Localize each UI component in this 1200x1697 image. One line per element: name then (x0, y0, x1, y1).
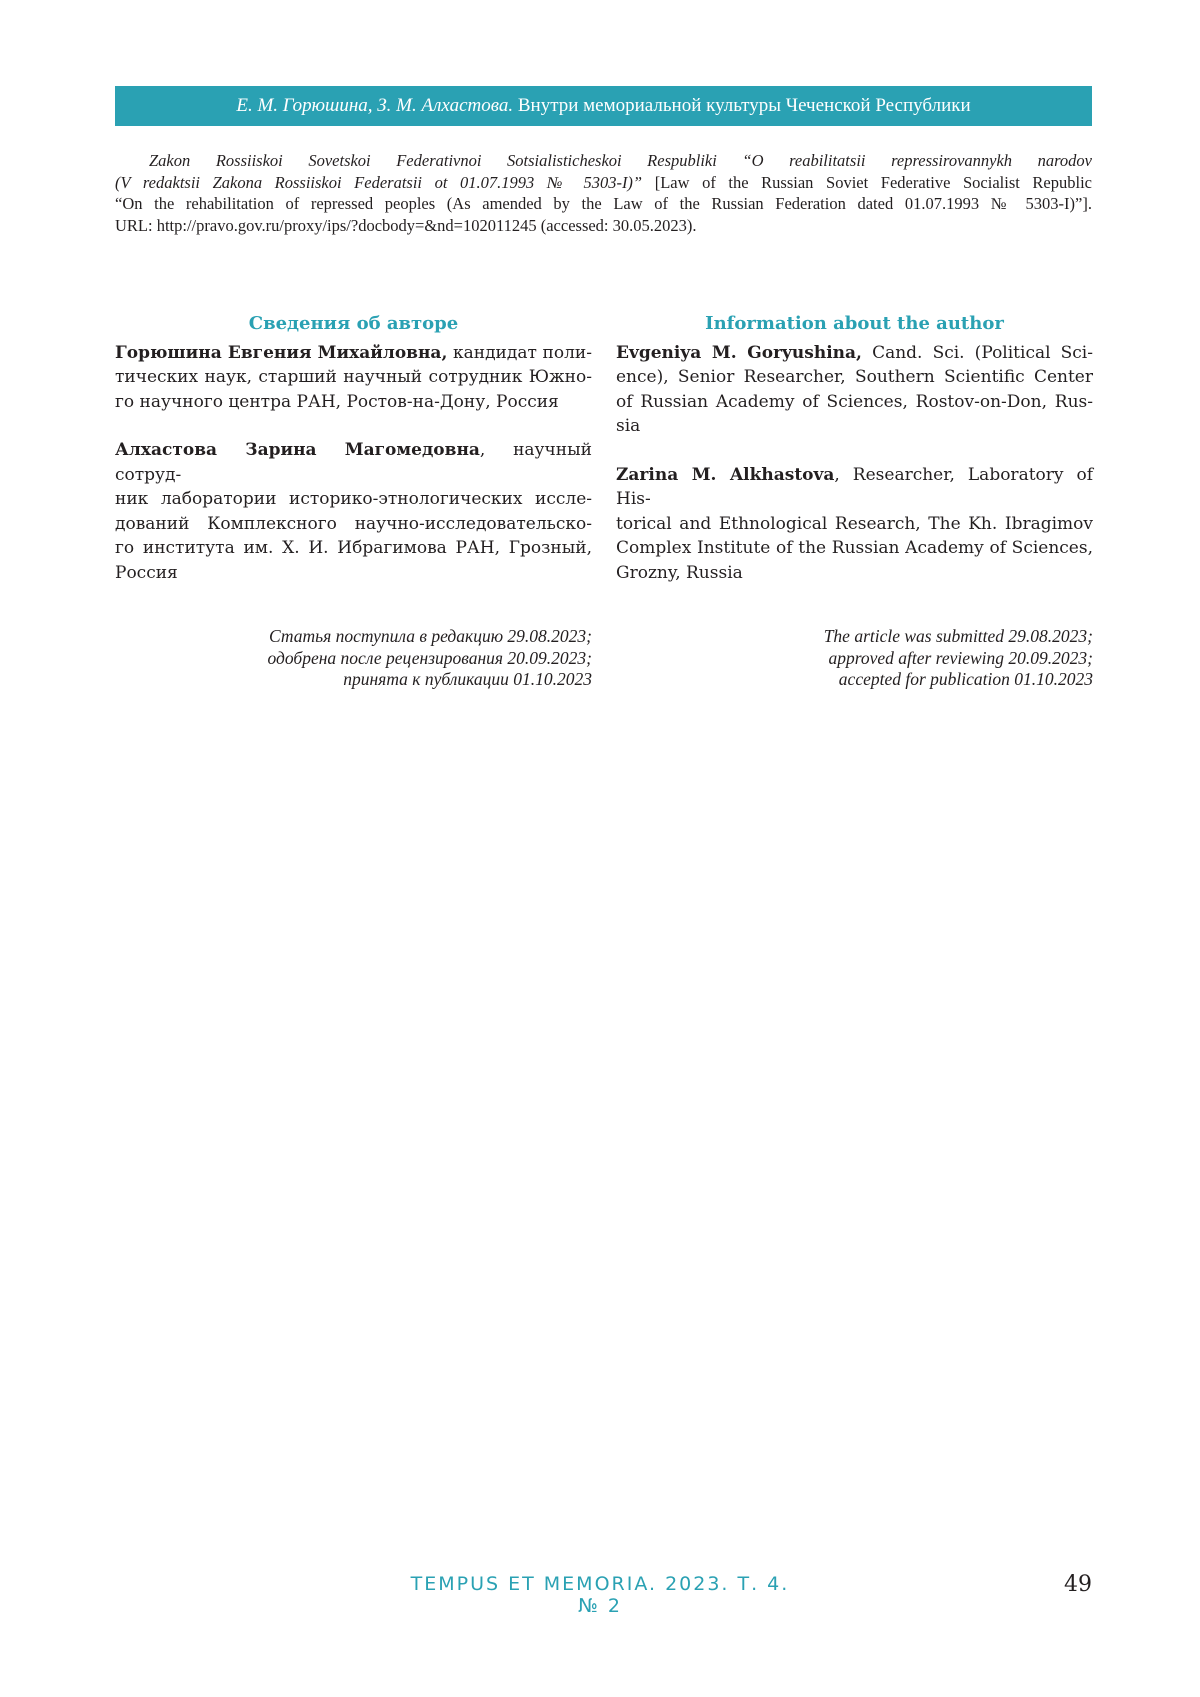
submission-dates-en (616, 626, 1093, 691)
accepted-date-en: accepted for publication 01.10.2023 (838, 669, 1093, 689)
author-entry-en-2: Zarina M. Alkhastova, Researcher, Laboratory of His- torical and Ethnological Research, The Kh. Ibragimov Complex Institute of the Russian Academy of Sciences, Grozny, Russia (616, 464, 1094, 583)
author-info-en-heading: Information about the author (705, 313, 1004, 334)
author-entry-ru-2: Алхастова Зарина Магомедовна, научный сотруд- ник лаборатории историко-этнологических иссле- дований Комплексного научно-исследовательско- го института им. Х. И. Ибрагимова РАН, Грозный, Россия (115, 440, 592, 583)
submitted-date-ru: Статья поступила в редакцию 29.08.2023; (269, 626, 592, 646)
author-name: Горюшина Евгения Михайловна, (115, 342, 448, 363)
submitted-date-en: The article was submitted 29.08.2023; (823, 626, 1093, 646)
approved-date-ru: одобрена после рецензирования 20.09.2023; (267, 647, 592, 668)
accepted-date-ru: принята к публикации 01.10.2023 (343, 669, 592, 689)
journal-footer: TEMPUS ET MEMORIA. 2023. Т. 4. № 2 (410, 1573, 790, 1617)
running-header (115, 86, 1092, 126)
reference-entry (115, 150, 1092, 236)
author-info-en (616, 312, 1093, 609)
author-entry-en-1: Evgeniya M. Goryushina, Cand. Sci. (Political Sci- ence), Senior Researcher, Southern Scientific Center of Russian Academy of Sciences, Rostov-on-Don, Rus- sia (616, 342, 1093, 436)
author-name: Алхастова Зарина Магомедовна (115, 440, 480, 460)
header-authors: Е. М. Горюшина, З. М. Алхастова. (236, 95, 514, 116)
author-name: Zarina M. Alkhastova (616, 464, 835, 485)
header-title: Внутри мемориальной культуры Чеченской Республики (517, 95, 971, 116)
author-entry-ru-1: Горюшина Евгения Михайловна, кандидат поли- тических наук, старший научный сотрудник Южно- го научного центра РАН, Ростов-на-Дону, Россия (115, 342, 592, 412)
author-info-ru-heading: Сведения об авторе (248, 313, 459, 334)
submission-dates-ru (115, 626, 592, 691)
author-info-ru (115, 312, 592, 609)
reference-line-3: “On the rehabilitation of repressed peoples (As amended by the Law of the Russian Federation dated 01.07.1993 № 5303-I)”]. (115, 194, 1092, 213)
reference-line-2: (V redaktsii Zakona Rossiiskoi Federatsii ot 01.07.1993 № 5303-I)” [Law of the Russian Soviet Federative Socialist Republic (115, 172, 1092, 192)
approved-date-en: approved after reviewing 20.09.2023; (828, 647, 1093, 668)
page-number: 49 (1064, 1572, 1092, 1597)
reference-line-1: Zakon Rossiiskoi Sovetskoi Federativnoi Sotsialisticheskoi Respubliki “O reabilitatsii repressirovannykh narodov (149, 151, 1092, 170)
reference-line-4: URL: http://pravo.gov.ru/proxy/ips/?docbody=&nd=102011245 (accessed: 30.05.2023). (115, 215, 697, 235)
author-name: Evgeniya M. Goryushina, (616, 342, 862, 363)
